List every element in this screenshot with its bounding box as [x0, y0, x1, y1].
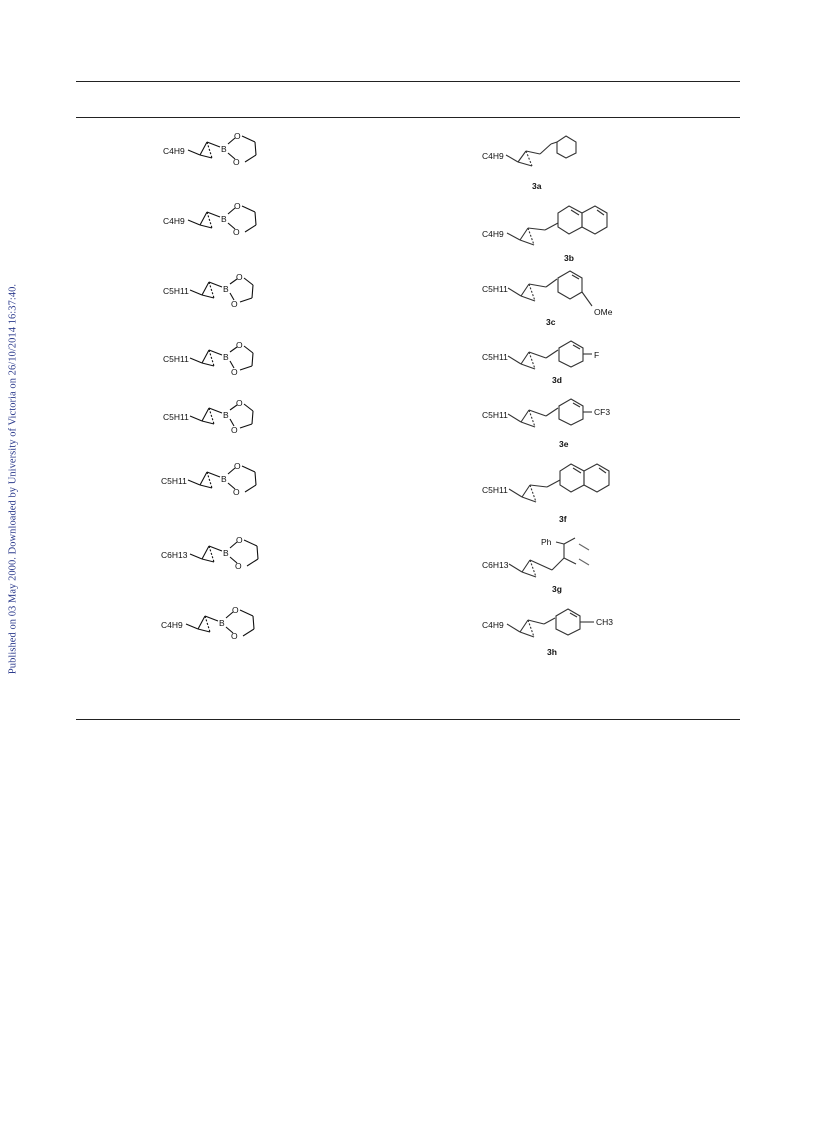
- product-4: [478, 334, 638, 390]
- oxygen-atom: O: [233, 487, 240, 497]
- reactant-2: [160, 198, 270, 244]
- compound-label: 3b: [564, 253, 574, 263]
- substituent: CF3: [594, 407, 611, 417]
- oxygen-atom: O: [233, 227, 240, 237]
- table-bottom-rule: [76, 719, 740, 720]
- oxygen-atom: O: [232, 605, 239, 615]
- compound-label: 3c: [546, 317, 556, 327]
- boron-atom: B: [221, 214, 227, 224]
- reactant-alkyl: C4H9: [161, 620, 183, 630]
- oxygen-atom: O: [234, 131, 241, 141]
- product-alkyl: C4H9: [482, 229, 504, 239]
- product-2: [478, 196, 638, 266]
- substituent: OMe: [594, 307, 613, 317]
- product-6: [478, 458, 638, 528]
- table-header-rule: [76, 117, 740, 118]
- compound-label: 3f: [559, 514, 567, 524]
- product-8: [478, 600, 648, 662]
- substituent: F: [594, 350, 600, 360]
- oxygen-atom: O: [231, 367, 238, 377]
- oxygen-atom: O: [231, 299, 238, 309]
- compound-label: 3g: [552, 584, 562, 594]
- oxygen-atom: O: [234, 201, 241, 211]
- compound-label: 3e: [559, 439, 569, 449]
- product-alkyl: C6H13: [482, 560, 509, 570]
- oxygen-atom: O: [231, 425, 238, 435]
- reactant-7: [158, 532, 268, 578]
- substituent: Ph: [541, 537, 552, 547]
- oxygen-atom: O: [236, 535, 243, 545]
- oxygen-atom: O: [233, 157, 240, 167]
- reactant-4: [160, 336, 270, 382]
- product-alkyl: C4H9: [482, 151, 504, 161]
- product-alkyl: C5H11: [482, 485, 508, 495]
- boron-atom: B: [221, 144, 227, 154]
- reactant-alkyl: C4H9: [163, 216, 185, 226]
- reactant-alkyl: C5H11: [163, 354, 189, 364]
- boron-atom: B: [221, 474, 227, 484]
- product-3: [478, 266, 638, 332]
- compound-label: 3a: [532, 181, 542, 191]
- reactant-1: [160, 128, 270, 174]
- compound-label: 3h: [547, 647, 557, 657]
- product-1: [478, 124, 628, 194]
- oxygen-atom: O: [231, 631, 238, 641]
- boron-atom: B: [223, 284, 229, 294]
- oxygen-atom: O: [235, 561, 242, 571]
- product-alkyl: C5H11: [482, 352, 508, 362]
- product-alkyl: C5H11: [482, 284, 508, 294]
- oxygen-atom: O: [236, 398, 243, 408]
- compound-label: 3d: [552, 375, 562, 385]
- product-7: [478, 532, 638, 598]
- boron-atom: B: [223, 410, 229, 420]
- sidebar-text: Published on 03 May 2000. Downloaded by University of Victoria on 26/10/2014 16:37:40.: [7, 283, 19, 675]
- product-alkyl: C4H9: [482, 620, 504, 630]
- reactant-alkyl: C6H13: [161, 550, 188, 560]
- boron-atom: B: [223, 352, 229, 362]
- table-top-rule: [76, 81, 740, 82]
- boron-atom: B: [223, 548, 229, 558]
- boron-atom: B: [219, 618, 225, 628]
- publication-sidebar: [3, 284, 23, 674]
- reactant-8: [158, 602, 268, 648]
- reactant-6: [158, 458, 268, 504]
- oxygen-atom: O: [234, 461, 241, 471]
- reactant-3: [160, 268, 270, 314]
- product-alkyl: C5H11: [482, 410, 508, 420]
- reactant-alkyl: C5H11: [161, 476, 187, 486]
- reactant-alkyl: C5H11: [163, 412, 189, 422]
- reactant-alkyl: C5H11: [163, 286, 189, 296]
- oxygen-atom: O: [236, 272, 243, 282]
- reactant-5: [160, 394, 270, 440]
- oxygen-atom: O: [236, 340, 243, 350]
- reactant-alkyl: C4H9: [163, 146, 185, 156]
- product-5: [478, 394, 648, 450]
- substituent: CH3: [596, 617, 614, 627]
